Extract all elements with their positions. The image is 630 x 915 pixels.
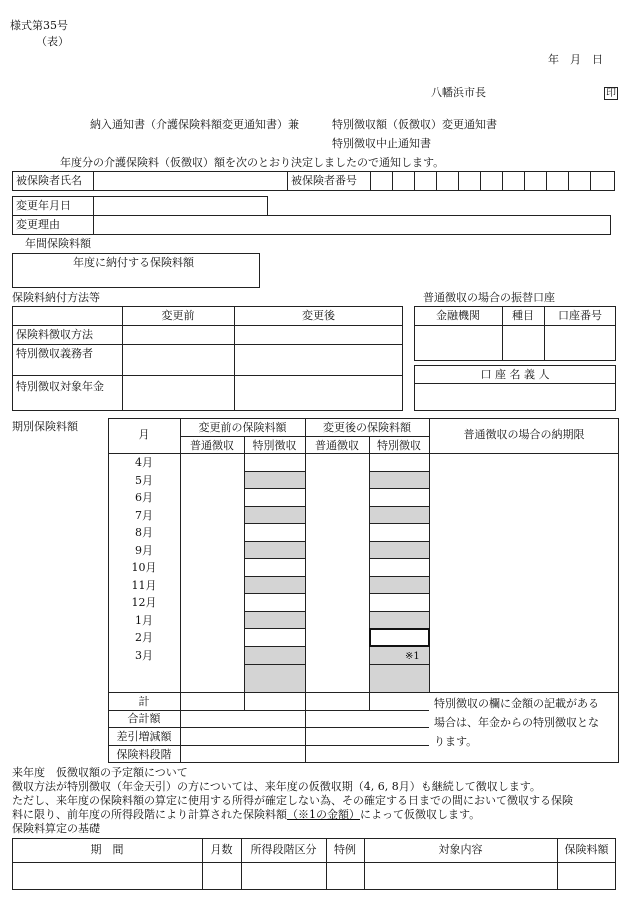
month-label: 7月 <box>135 509 153 522</box>
bank-header: 金融機関 <box>436 309 480 322</box>
deadline-header: 普通徴収の場合の納期限 <box>463 428 585 441</box>
special-collection-header: 特別徴収 <box>252 439 297 452</box>
month-label: 1月 <box>135 614 153 627</box>
intro-text: 年度分の介護保険料（仮徴収）額を次のとおり決定しましたので通知します。 <box>60 156 445 169</box>
month-label: 4月 <box>135 456 153 469</box>
month-label: 2月 <box>135 631 153 644</box>
payment-after-header: 変更後 <box>302 309 335 322</box>
basis-header: 月数 <box>210 843 233 856</box>
form-number: 様式第35号 <box>10 19 68 32</box>
change-reason-label: 変更理由 <box>16 218 60 231</box>
month-label: 10月 <box>131 561 157 574</box>
account-holder-header: 口 座 名 義 人 <box>480 368 550 381</box>
special-collection-note: ります。 <box>434 735 478 748</box>
month-label: 3月 <box>135 649 153 662</box>
sum-label: 計 <box>138 695 150 708</box>
period-premium-label: 期別保険料額 <box>12 420 78 433</box>
special-collection-note: 場合は、年金からの特別徴収とな <box>434 716 599 729</box>
special-collection-note: 特別徴収の欄に金額の記載がある <box>434 697 599 710</box>
basis-label: 保険料算定の基礎 <box>12 822 100 835</box>
seal-mark: 印 <box>606 88 616 99</box>
document-title-right-2: 特別徴収中止通知書 <box>332 137 431 150</box>
bank-account-label: 普通徴収の場合の振替口座 <box>423 291 555 304</box>
normal-collection-header: 普通徴収 <box>315 439 359 452</box>
normal-collection-header: 普通徴収 <box>190 439 234 452</box>
month-header: 月 <box>138 428 150 441</box>
note-amount-reference: （※1の金額） <box>287 808 360 821</box>
basis-header: 所得段階区分 <box>250 843 317 856</box>
next-year-heading: 来年度 仮徴収額の予定額について <box>12 766 188 779</box>
insured-number-field[interactable] <box>371 172 614 190</box>
issuer-name: 八幡浜市長 <box>431 86 486 99</box>
next-year-line: 料に限り、前年度の所得段階により計算された保険料額（※1の金額）によって仮徴収します。 <box>12 808 481 821</box>
before-premium-header: 変更前の保険料額 <box>198 421 287 434</box>
payment-method-label: 保険料納付方法等 <box>12 291 100 304</box>
note-mark: ※1 <box>405 651 420 662</box>
bank-header: 口座番号 <box>558 309 602 322</box>
basis-header: 特例 <box>334 843 356 856</box>
issue-date: 年 月 日 <box>548 53 603 66</box>
payment-row-label: 特別徴収対象年金 <box>16 380 104 393</box>
change-date-label: 変更年月日 <box>16 199 71 212</box>
annual-premium-label: 年間保険料額 <box>25 237 91 250</box>
february-special-cell[interactable] <box>369 628 430 647</box>
month-label: 8月 <box>135 526 153 539</box>
month-label: 11月 <box>131 579 157 592</box>
after-premium-header: 変更後の保険料額 <box>323 421 411 434</box>
change-reason-field[interactable] <box>95 216 610 234</box>
form-side: （表） <box>36 35 69 48</box>
change-date-field[interactable] <box>95 197 267 215</box>
next-year-line: 徴収方法が特別徴収（年金天引）の方については、来年度の仮徴収期（4, 6, 8月）も継続して徴収します。 <box>12 780 541 793</box>
document-title-right-1: 特別徴収額（仮徴収）変更通知書 <box>332 118 497 131</box>
special-collection-header: 特別徴収 <box>377 439 421 452</box>
payment-before-header: 変更前 <box>161 309 195 322</box>
period-premium-table <box>108 418 619 763</box>
sum-label: 保険料段階 <box>116 748 172 761</box>
basis-header: 期 間 <box>90 843 124 856</box>
next-year-line: ただし、来年度の保険料額の算定に使用する所得が確定しない為、その確定する日までの間において徴収する保険 <box>12 794 573 807</box>
sum-label: 差引増減額 <box>116 730 172 743</box>
basis-header: 対象内容 <box>438 843 483 856</box>
insured-name-field[interactable] <box>95 172 285 190</box>
month-label: 12月 <box>131 596 157 609</box>
annual-pay-label: 年度に納付する保険料額 <box>73 256 194 269</box>
insured-name-label: 被保険者氏名 <box>16 174 82 187</box>
bank-header: 種目 <box>512 309 534 322</box>
basis-header: 保険料額 <box>564 843 609 856</box>
month-label: 6月 <box>135 491 153 504</box>
document-title: 納入通知書（介護保険料額変更通知書）兼 <box>90 118 299 131</box>
payment-row-label: 保険料徴収方法 <box>16 328 93 341</box>
month-label: 9月 <box>135 544 153 557</box>
month-label: 5月 <box>135 474 153 487</box>
sum-label: 合計額 <box>127 712 161 725</box>
insured-number-label: 被保険者番号 <box>291 174 357 187</box>
payment-row-label: 特別徴収義務者 <box>16 347 93 360</box>
